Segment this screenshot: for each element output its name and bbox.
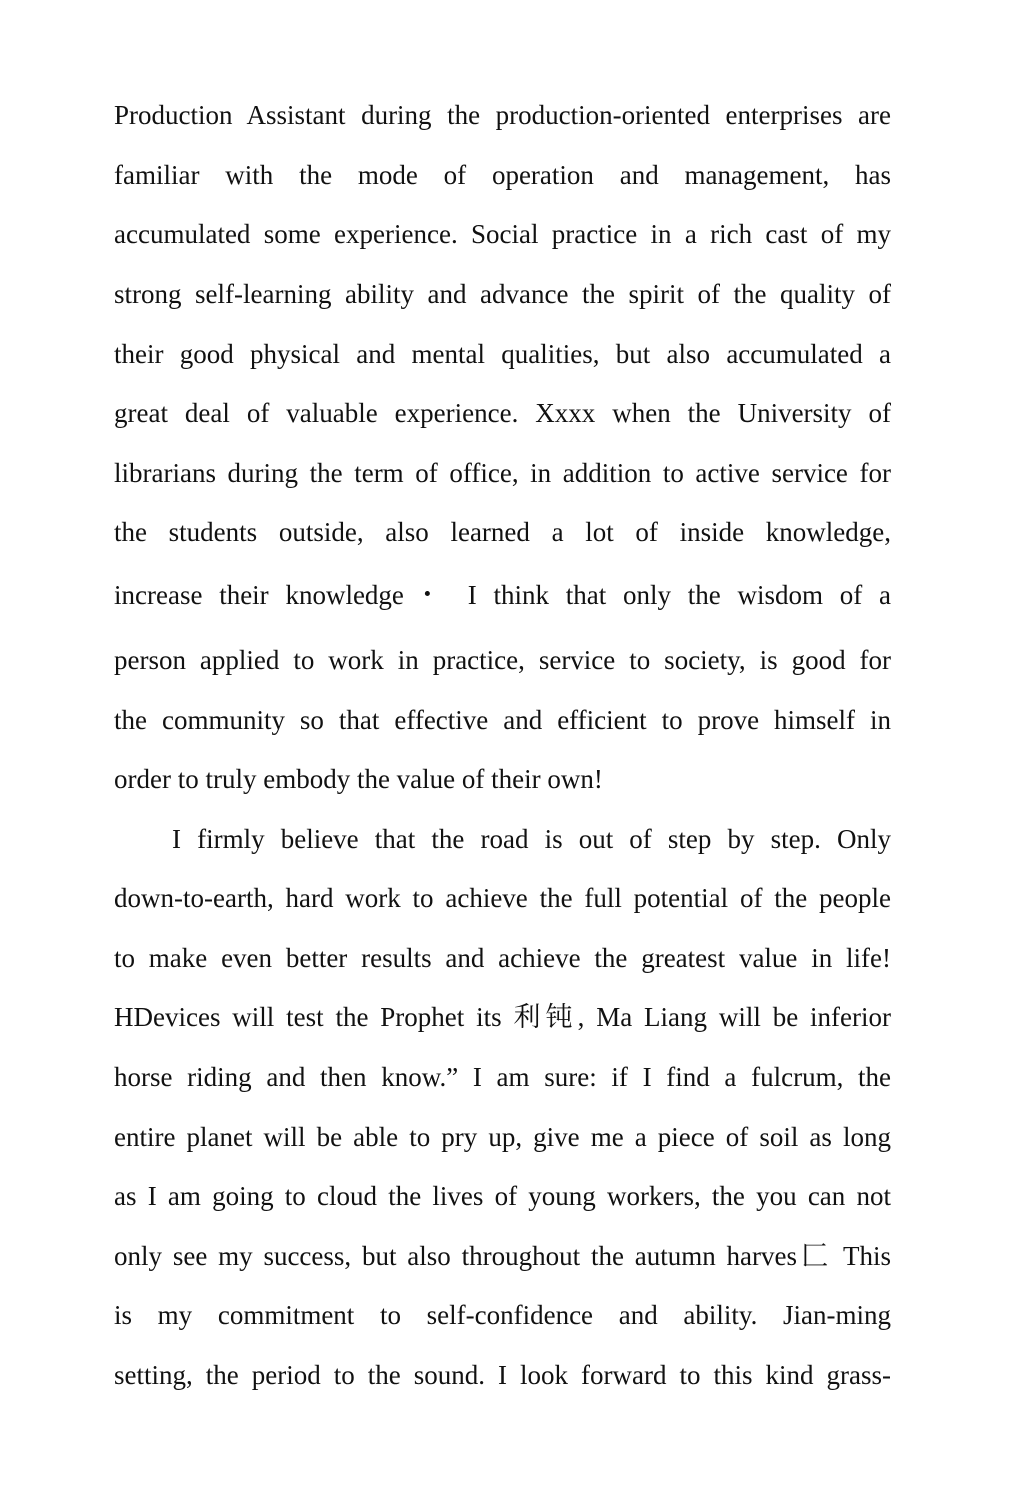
text-line: Production Assistant during the production-oriented enterprises are (114, 100, 891, 130)
text-line: only see my success, but also throughout the autumn harves匚 This (114, 1241, 891, 1271)
text-line: down-to-earth, hard work to achieve the full potential of the people (114, 883, 891, 913)
text-line: setting, the period to the sound. I look forward to this kind grass- (114, 1360, 891, 1390)
text-line: is my commitment to self-confidence and ability. Jian-ming (114, 1300, 891, 1330)
text-line: great deal of valuable experience. Xxxx when the University of (114, 398, 891, 428)
text-line: the community so that effective and efficient to prove himself in (114, 705, 891, 735)
text-line: their good physical and mental qualities, but also accumulated a (114, 339, 891, 369)
text-line: as I am going to cloud the lives of young workers, the you can not (114, 1181, 891, 1211)
text-line: familiar with the mode of operation and management, has (114, 160, 891, 190)
text-line: librarians during the term of office, in addition to active service for (114, 458, 891, 488)
text-line: horse riding and then know.” I am sure: if I find a fulcrum, the (114, 1062, 891, 1092)
text-line: I firmly believe that the road is out of step by step. Only (172, 824, 891, 854)
text-line: person applied to work in practice, service to society, is good for (114, 645, 891, 675)
text-line: accumulated some experience. Social practice in a rich cast of my (114, 219, 891, 249)
text-line: strong self-learning ability and advance the spirit of the quality of (114, 279, 891, 309)
text-line: to make even better results and achieve the greatest value in life! (114, 943, 891, 973)
text-line: order to truly embody the value of their own! (114, 764, 603, 794)
text-line: entire planet will be able to pry up, give me a piece of soil as long (114, 1122, 891, 1152)
text-line: HDevices will test the Prophet its 利钝, Ma Liang will be inferior (114, 1002, 891, 1032)
text-line: increase their knowledge・ I think that only the wisdom of a (114, 580, 891, 610)
text-line: the students outside, also learned a lot of inside knowledge, (114, 517, 891, 547)
